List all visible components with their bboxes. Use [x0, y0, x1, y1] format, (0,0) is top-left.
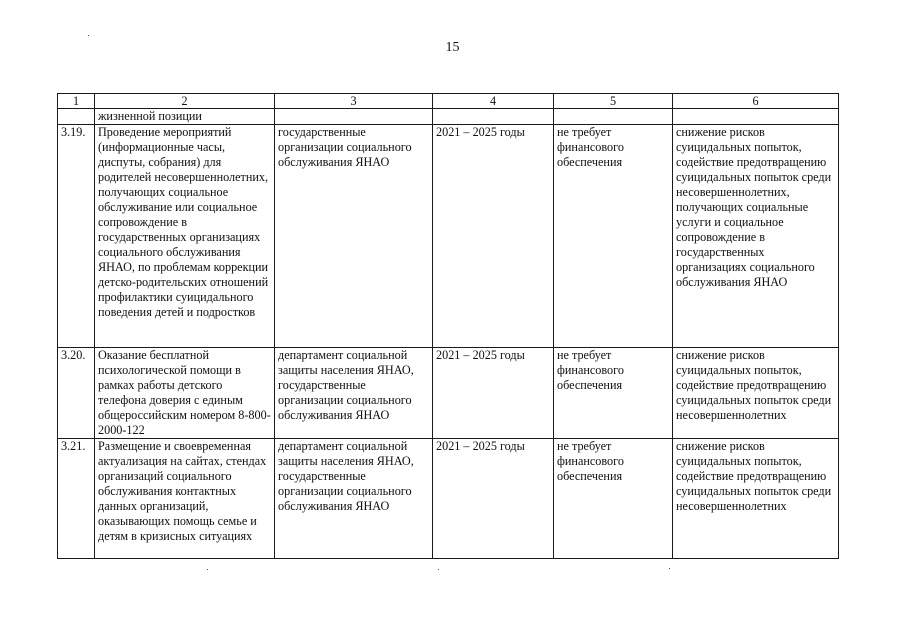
result-cell: снижение рисков суицидальных попыток, содействие предотвращению суицидальных попыток среди несовершеннолетних	[673, 348, 839, 439]
funding-cell: не требует финансового обеспечения	[554, 125, 673, 348]
cell-period	[433, 109, 554, 125]
result-cell: снижение рисков суицидальных попыток, содействие предотвращению суицидальных попыток среди несовершеннолетних	[673, 439, 839, 559]
table-row	[58, 348, 839, 439]
page-number: 15	[445, 40, 460, 55]
cell-funding	[554, 109, 673, 125]
continuation-row	[58, 109, 839, 125]
row-number: 3.20.	[58, 348, 95, 439]
column-header: 2	[95, 94, 275, 109]
event-cell: Оказание бесплатной психологической помощи в рамках работы детского телефона доверия с единым общероссийским номером 8-800-2000-122	[95, 348, 275, 439]
column-header: 6	[673, 94, 839, 109]
executor-cell: департамент социальной защиты населения ЯНАО, государственные организации социального обслуживания ЯНАО	[275, 439, 433, 559]
column-header: 1	[58, 94, 95, 109]
period-cell: 2021 – 2025 годы	[433, 439, 554, 559]
measures-table	[57, 93, 839, 559]
column-header: 5	[554, 94, 673, 109]
header-row	[58, 94, 839, 109]
scan-speck	[88, 35, 89, 36]
cell-result	[673, 109, 839, 125]
result-cell: снижение рисков суицидальных попыток, содействие предотвращению суицидальных попыток среди несовершеннолетних, получающих социальные услуги и социальное сопровождение в государственных организациях социального обслуживания ЯНАО	[673, 125, 839, 348]
cell-num	[58, 109, 95, 125]
row-number: 3.21.	[58, 439, 95, 559]
scan-speck	[438, 569, 439, 570]
event-cell: Размещение и своевременная актуализация на сайтах, стендах организаций социального обслуживания контактных данных организаций, оказывающих помощь семье и детям в кризисных ситуациях	[95, 439, 275, 559]
table-row	[58, 439, 839, 559]
scan-speck	[207, 569, 208, 570]
continuation-text: жизненной позиции	[95, 109, 275, 125]
period-cell: 2021 – 2025 годы	[433, 125, 554, 348]
column-header: 4	[433, 94, 554, 109]
cell-executor	[275, 109, 433, 125]
executor-cell: государственные организации социального обслуживания ЯНАО	[275, 125, 433, 348]
executor-cell: департамент социальной защиты населения ЯНАО, государственные организации социального обслуживания ЯНАО	[275, 348, 433, 439]
table-row	[58, 125, 839, 348]
period-cell: 2021 – 2025 годы	[433, 348, 554, 439]
column-header: 3	[275, 94, 433, 109]
row-number: 3.19.	[58, 125, 95, 348]
funding-cell: не требует финансового обеспечения	[554, 348, 673, 439]
event-cell: Проведение мероприятий (информационные часы, диспуты, собрания) для родителей несовершеннолетних, получающих социальное обслуживание или социальное сопровождение в государственных организациях социального обслуживания ЯНАО, по проблемам коррекции детско-родительских отношений профилактики суицидального поведения детей и подростков	[95, 125, 275, 348]
funding-cell: не требует финансового обеспечения	[554, 439, 673, 559]
scan-speck	[669, 568, 670, 569]
